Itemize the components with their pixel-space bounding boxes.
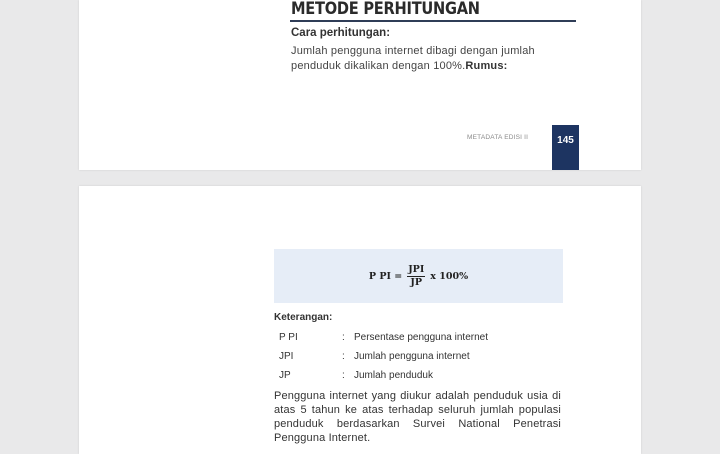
title-underline	[290, 20, 576, 22]
formula-label: Rumus:	[465, 60, 508, 72]
keterangan-colon: :	[342, 332, 345, 343]
keterangan-colon: :	[342, 370, 345, 381]
calculation-subheading: Cara perhitungan:	[291, 27, 391, 39]
formula-lhs: P PI =	[368, 271, 403, 282]
keterangan-desc: Jumlah pengguna internet	[354, 351, 470, 362]
document-page-lower	[79, 186, 641, 454]
formula-fraction	[407, 265, 425, 288]
keterangan-title: Keterangan:	[274, 312, 333, 323]
keterangan-term: JP	[279, 370, 291, 381]
formula	[274, 265, 563, 288]
keterangan-term: P PI	[279, 332, 298, 343]
definition-paragraph: Pengguna internet yang diukur adalah penduduk usia di atas 5 tahun ke atas terhadap seluruh jumlah populasi penduduk berdasarkan Survei National Penetrasi Pengguna Internet.	[274, 390, 561, 444]
calculation-paragraph	[291, 44, 581, 74]
keterangan-term: JPI	[279, 351, 294, 362]
formula-rhs: x 100%	[430, 271, 469, 282]
keterangan-colon: :	[342, 351, 345, 362]
calculation-text: Jumlah pengguna internet dibagi dengan jumlah penduduk dikalikan dengan 100%.	[291, 45, 535, 72]
formula-box	[274, 249, 563, 303]
formula-numerator: JPI	[408, 264, 425, 275]
keterangan-desc: Persentase pengguna internet	[354, 332, 488, 343]
footer-label: METADATA EDISI II	[467, 134, 529, 141]
document-page-upper	[79, 0, 641, 170]
section-title: METODE PERHITUNGAN	[291, 0, 480, 19]
page-number-badge: 145	[552, 125, 579, 170]
keterangan-desc: Jumlah penduduk	[354, 370, 433, 381]
formula-denominator: JP	[410, 277, 423, 288]
